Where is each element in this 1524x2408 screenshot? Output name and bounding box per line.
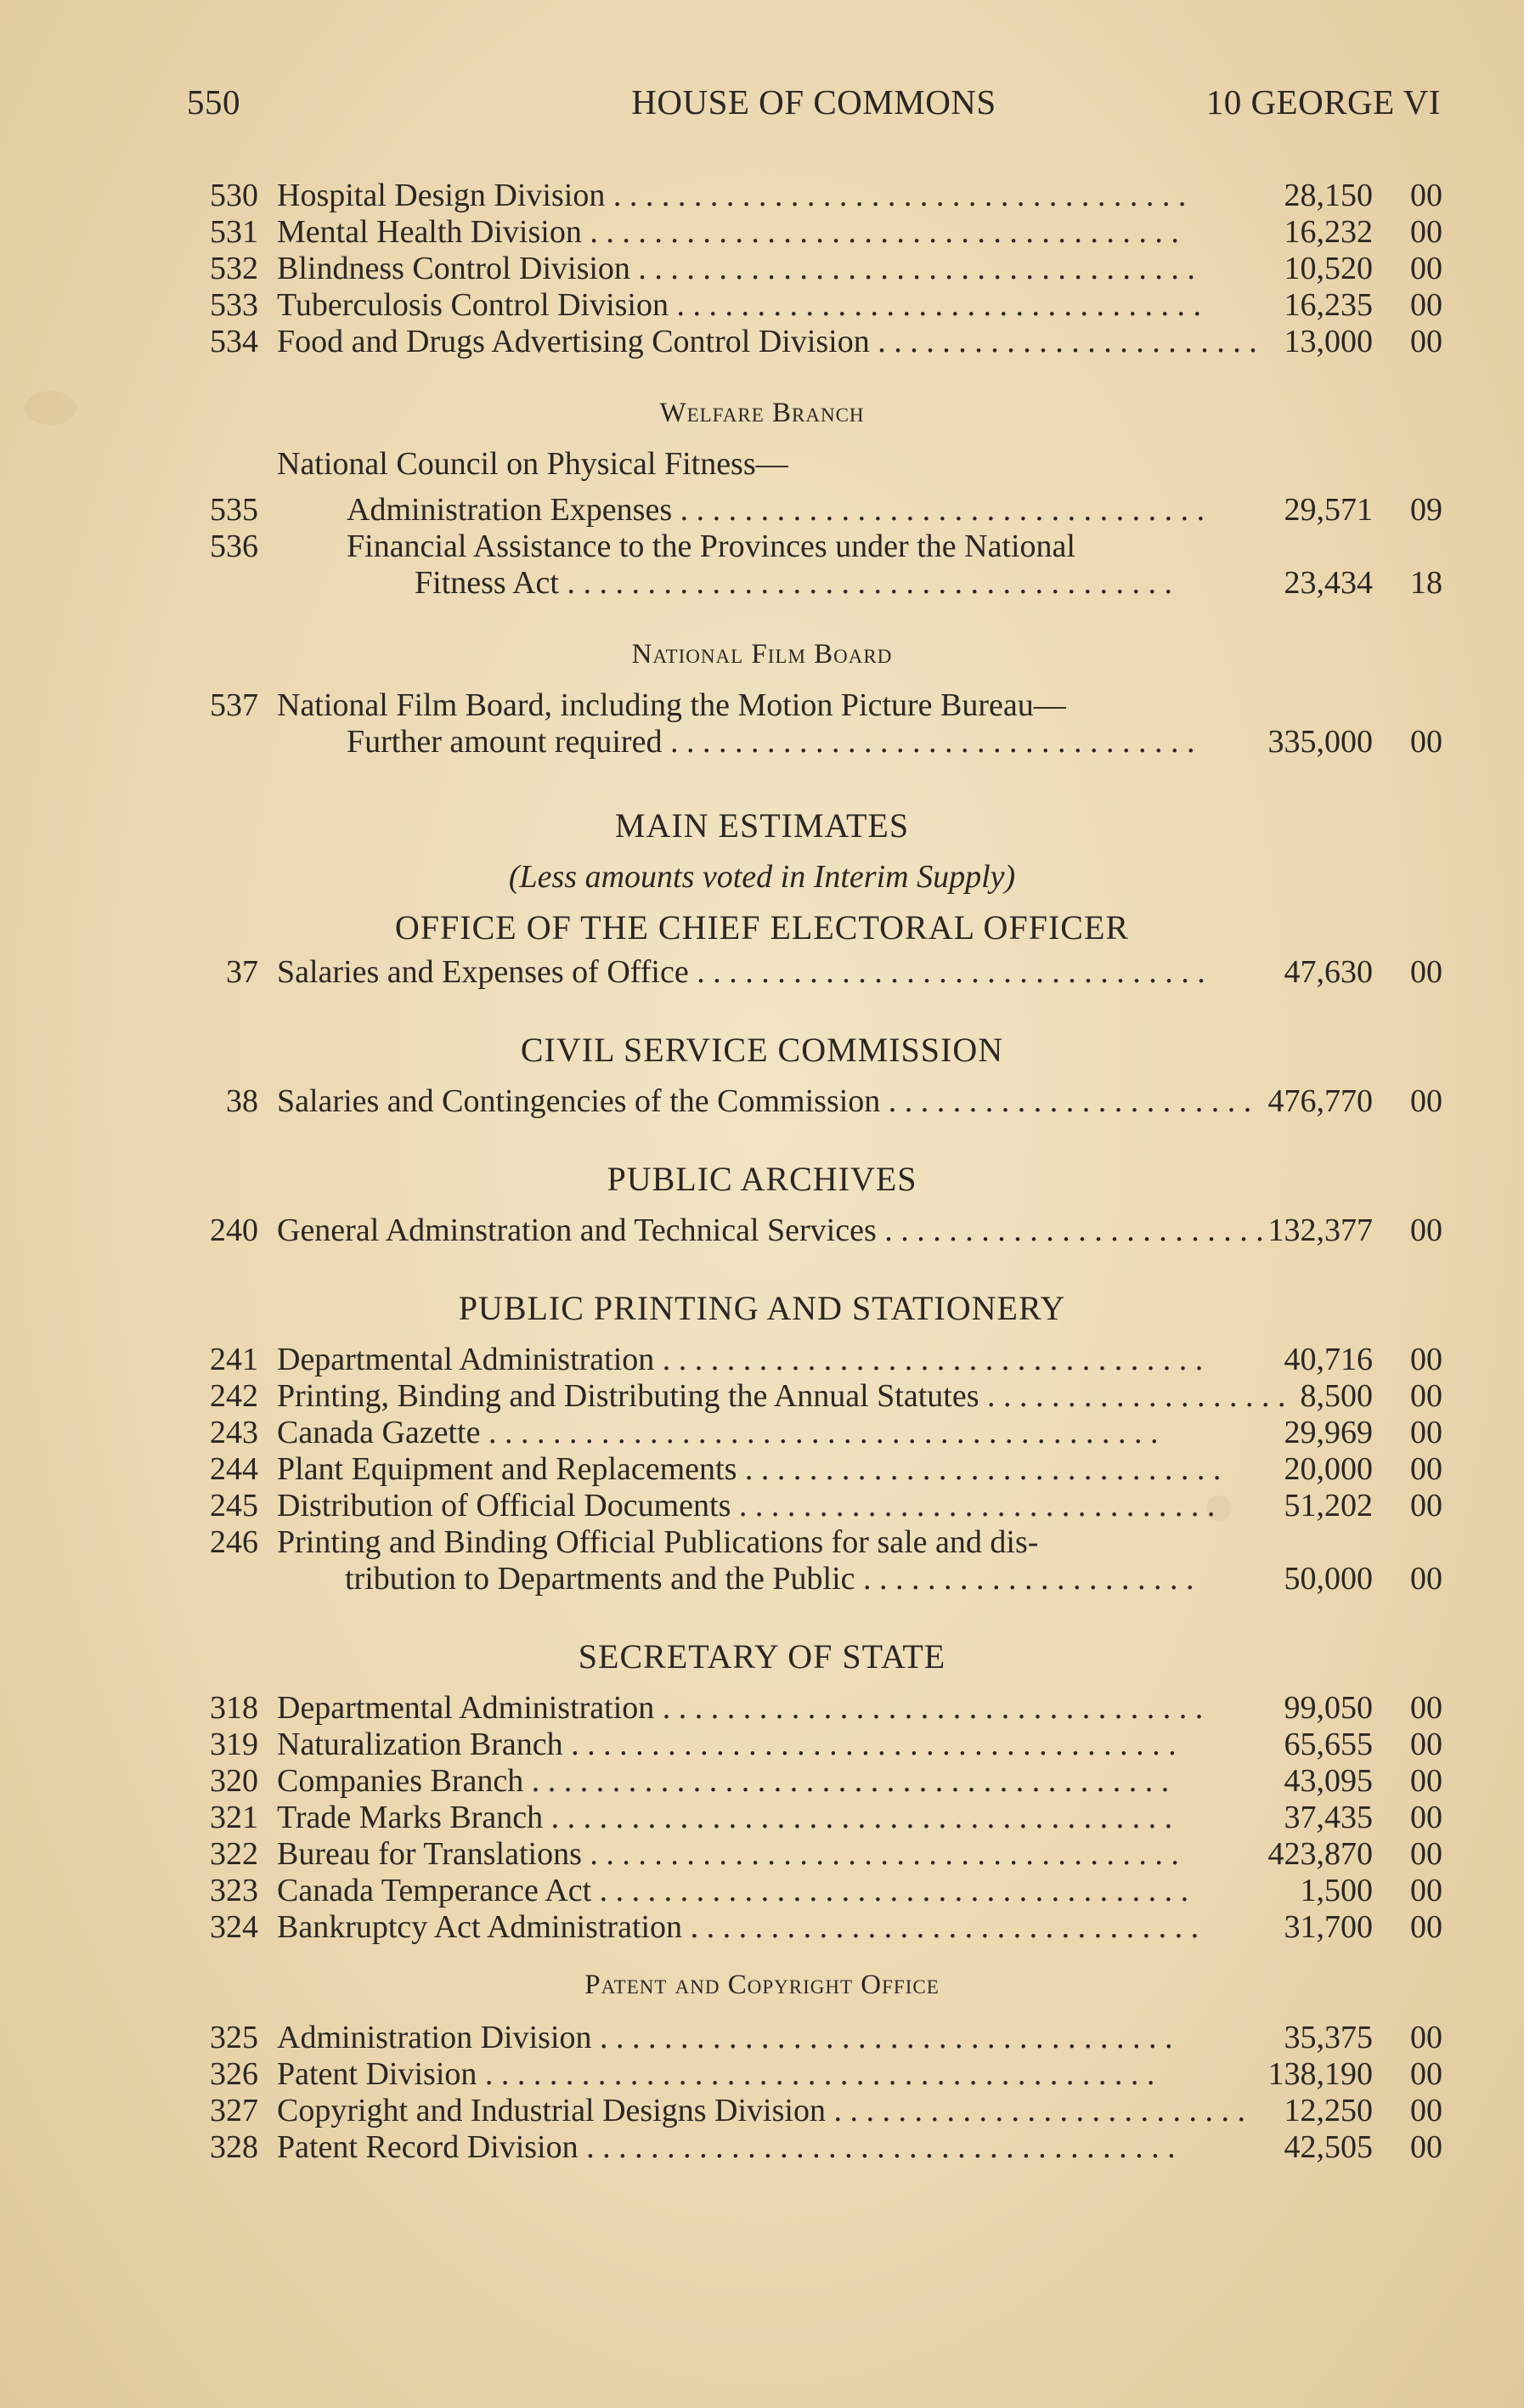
item-amount: 40,716 — [1284, 1342, 1373, 1377]
item-cents: 00 — [1410, 2056, 1442, 2092]
main-estimates-heading: MAIN ESTIMATES — [614, 806, 910, 845]
vote-number: 534 — [210, 324, 258, 359]
subsection-intro: National Council on Physical Fitness— — [277, 446, 788, 482]
vote-number: 326 — [210, 2056, 258, 2092]
line-item-continuation — [202, 1560, 1442, 1597]
item-cents: 00 — [1410, 2129, 1442, 2165]
line-item — [202, 177, 1442, 214]
section-heading-patent: Patent and Copyright Office — [584, 1970, 940, 2000]
line-item — [202, 1762, 1442, 1800]
item-description: tribution to Departments and the Public . . . . . . . . . . . . . . . . . . . . . — [345, 1561, 1194, 1597]
item-amount: 51,202 — [1284, 1488, 1373, 1523]
vote-number: 240 — [210, 1212, 258, 1248]
item-cents: 00 — [1410, 1763, 1442, 1799]
line-item — [202, 1835, 1442, 1873]
line-item — [202, 1341, 1442, 1378]
item-description-line: Printing and Binding Official Publications for sale and dis- — [277, 1524, 1039, 1560]
item-description: Salaries and Contingencies of the Commission . . . . . . . . . . . . . . . . . . . . . . . — [277, 1083, 1252, 1119]
item-amount: 13,000 — [1284, 324, 1373, 359]
item-description: Mental Health Division . . . . . . . . . . . . . . . . . . . . . . . . . . . . . . . . . . . . . — [277, 214, 1179, 250]
line-item — [202, 1799, 1442, 1836]
vote-number: 242 — [210, 1378, 258, 1414]
item-description: Hospital Design Division . . . . . . . . . . . . . . . . . . . . . . . . . . . . . . . . . . . . — [277, 178, 1187, 213]
line-item — [202, 250, 1442, 287]
item-cents: 00 — [1410, 1873, 1442, 1908]
item-cents: 09 — [1410, 492, 1442, 528]
line-item — [202, 687, 1442, 724]
item-cents: 00 — [1410, 1415, 1442, 1450]
section-heading-printing: PUBLIC PRINTING AND STATIONERY — [458, 1289, 1066, 1327]
item-cents: 00 — [1410, 1561, 1442, 1597]
vote-number: 325 — [210, 2020, 258, 2055]
item-description: Patent Record Division . . . . . . . . . . . . . . . . . . . . . . . . . . . . . . . . . . . . . — [277, 2129, 1176, 2165]
line-item — [202, 2055, 1442, 2093]
vote-number: 243 — [210, 1415, 258, 1450]
item-description: Departmental Administration . . . . . . . . . . . . . . . . . . . . . . . . . . . . . . . . . . — [277, 1342, 1204, 1377]
vote-number: 328 — [210, 2129, 258, 2165]
item-cents: 18 — [1410, 565, 1442, 601]
line-item — [202, 2092, 1442, 2129]
item-cents: 00 — [1410, 1488, 1442, 1523]
item-description: Administration Expenses . . . . . . . . . . . . . . . . . . . . . . . . . . . . . . . . . — [347, 492, 1205, 528]
item-amount: 35,375 — [1284, 2020, 1373, 2055]
line-item — [202, 1377, 1442, 1415]
vote-number: 324 — [210, 1909, 258, 1945]
item-description: Departmental Administration . . . . . . . . . . . . . . . . . . . . . . . . . . . . . . . . . . — [277, 1690, 1204, 1726]
item-description: Administration Division . . . . . . . . . . . . . . . . . . . . . . . . . . . . . . . . . . . . — [277, 2020, 1173, 2055]
item-description: Naturalization Branch . . . . . . . . . . . . . . . . . . . . . . . . . . . . . . . . . . . . . . — [277, 1727, 1177, 1762]
vote-number: 241 — [210, 1342, 258, 1377]
item-description: Copyright and Industrial Designs Division . . . . . . . . . . . . . . . . . . . . . . . . . . — [277, 2093, 1245, 2128]
item-cents: 00 — [1410, 1212, 1442, 1248]
vote-number: 532 — [210, 251, 258, 286]
item-cents: 00 — [1410, 214, 1442, 250]
item-amount: 47,630 — [1284, 954, 1373, 990]
vote-number: 246 — [210, 1524, 258, 1560]
vote-number: 244 — [210, 1451, 258, 1487]
line-item — [202, 323, 1442, 360]
item-description: Companies Branch . . . . . . . . . . . . . . . . . . . . . . . . . . . . . . . . . . . . . . . . — [277, 1763, 1170, 1799]
item-description: Salaries and Expenses of Office . . . . . . . . . . . . . . . . . . . . . . . . . . . . . . . . — [277, 954, 1205, 990]
page-title: HOUSE OF COMMONS — [631, 82, 996, 122]
item-description: Food and Drugs Advertising Control Division . . . . . . . . . . . . . . . . . . . . . . . . — [277, 324, 1257, 359]
item-description: Plant Equipment and Replacements . . . . . . . . . . . . . . . . . . . . . . . . . . . . . . — [277, 1451, 1222, 1487]
vote-number: 530 — [210, 178, 258, 213]
item-description: Tuberculosis Control Division . . . . . . . . . . . . . . . . . . . . . . . . . . . . . . . . . — [277, 287, 1201, 323]
item-description: Bankruptcy Act Administration . . . . . . . . . . . . . . . . . . . . . . . . . . . . . . . . — [277, 1909, 1199, 1945]
item-amount: 43,095 — [1284, 1763, 1373, 1799]
item-cents: 00 — [1410, 2093, 1442, 2128]
line-item — [202, 286, 1442, 324]
line-item — [202, 1908, 1442, 1946]
vote-number: 245 — [210, 1488, 258, 1523]
section-heading-electoral: OFFICE OF THE CHIEF ELECTORAL OFFICER — [394, 908, 1130, 947]
item-amount: 50,000 — [1284, 1561, 1373, 1597]
vote-number: 536 — [210, 529, 258, 564]
main-estimates-subheading: (Less amounts voted in Interim Supply) — [508, 859, 1016, 895]
section-heading-archives: PUBLIC ARCHIVES — [607, 1160, 917, 1198]
item-description-line: Financial Assistance to the Provinces under the National — [347, 529, 1075, 564]
item-amount: 12,250 — [1284, 2093, 1373, 2128]
vote-number: 321 — [210, 1800, 258, 1835]
item-cents: 00 — [1410, 954, 1442, 990]
vote-number: 318 — [210, 1690, 258, 1726]
section-heading-film-board: National Film Board — [631, 639, 893, 670]
item-description: Trade Marks Branch . . . . . . . . . . . . . . . . . . . . . . . . . . . . . . . . . . . . . . . — [277, 1800, 1173, 1835]
item-amount: 335,000 — [1267, 724, 1373, 760]
line-item — [202, 1082, 1442, 1120]
line-item — [202, 1689, 1442, 1727]
line-item-continuation — [202, 564, 1442, 602]
item-amount: 65,655 — [1284, 1727, 1373, 1762]
item-amount: 132,377 — [1267, 1212, 1373, 1248]
item-amount: 29,571 — [1284, 492, 1373, 528]
item-amount: 423,870 — [1267, 1836, 1373, 1872]
item-amount: 23,434 — [1284, 565, 1373, 601]
item-amount: 10,520 — [1284, 251, 1373, 286]
item-cents: 00 — [1410, 724, 1442, 760]
item-amount: 8,500 — [1300, 1378, 1373, 1414]
item-cents: 00 — [1410, 1690, 1442, 1726]
item-amount: 99,050 — [1284, 1690, 1373, 1726]
regnal-year: 10 GEORGE VI — [1205, 82, 1441, 122]
line-item — [202, 1487, 1442, 1524]
line-item — [202, 1523, 1442, 1561]
item-cents: 00 — [1410, 287, 1442, 323]
item-description: Fitness Act . . . . . . . . . . . . . . . . . . . . . . . . . . . . . . . . . . . . . . — [415, 565, 1172, 601]
vote-number: 323 — [210, 1873, 258, 1908]
item-amount: 16,232 — [1284, 214, 1373, 250]
item-amount: 20,000 — [1284, 1451, 1373, 1487]
item-amount: 37,435 — [1284, 1800, 1373, 1835]
item-cents: 00 — [1410, 1342, 1442, 1377]
line-item-continuation — [202, 723, 1442, 760]
page-number: 550 — [187, 82, 240, 122]
line-item — [202, 1450, 1442, 1488]
item-amount: 1,500 — [1300, 1873, 1373, 1908]
line-item — [202, 528, 1442, 565]
vote-number: 320 — [210, 1763, 258, 1799]
vote-number: 322 — [210, 1836, 258, 1872]
line-item — [202, 1414, 1442, 1451]
vote-number: 37 — [226, 954, 258, 990]
section-heading-secretary: SECRETARY OF STATE — [578, 1637, 946, 1676]
item-cents: 00 — [1410, 1909, 1442, 1945]
item-amount: 31,700 — [1284, 1909, 1373, 1945]
section-heading-civil-service: CIVIL SERVICE COMMISSION — [520, 1031, 1004, 1069]
line-item — [202, 953, 1442, 991]
item-cents: 00 — [1410, 1083, 1442, 1119]
line-item — [202, 2128, 1442, 2166]
item-description: Blindness Control Division . . . . . . . . . . . . . . . . . . . . . . . . . . . . . . . . . . . — [277, 251, 1195, 286]
line-item — [202, 1212, 1442, 1249]
item-description: Further amount required . . . . . . . . . . . . . . . . . . . . . . . . . . . . . . . . . — [347, 724, 1195, 760]
line-item — [202, 2019, 1442, 2056]
section-heading-welfare: Welfare Branch — [659, 398, 865, 428]
line-item — [202, 1872, 1442, 1909]
item-cents: 00 — [1410, 251, 1442, 286]
item-cents: 00 — [1410, 1378, 1442, 1414]
vote-number: 38 — [226, 1083, 258, 1119]
item-cents: 00 — [1410, 324, 1442, 359]
item-description: Canada Gazette . . . . . . . . . . . . . . . . . . . . . . . . . . . . . . . . . . . . . . . . . . — [277, 1415, 1159, 1450]
item-description-line: National Film Board, including the Motion Picture Bureau— — [277, 687, 1066, 723]
line-item — [202, 1726, 1442, 1763]
vote-number: 537 — [210, 687, 258, 723]
vote-number: 531 — [210, 214, 258, 250]
item-description: General Adminstration and Technical Services . . . . . . . . . . . . . . . . . . . . . . . . — [277, 1212, 1264, 1248]
vote-number: 533 — [210, 287, 258, 323]
line-item — [202, 213, 1442, 251]
item-description: Distribution of Official Documents . . . . . . . . . . . . . . . . . . . . . . . . . . . . . . — [277, 1488, 1216, 1523]
item-amount: 476,770 — [1267, 1083, 1373, 1119]
item-cents: 00 — [1410, 1800, 1442, 1835]
item-cents: 00 — [1410, 178, 1442, 213]
vote-number: 535 — [210, 492, 258, 528]
item-description: Patent Division . . . . . . . . . . . . . . . . . . . . . . . . . . . . . . . . . . . . . . . . . . — [277, 2056, 1155, 2092]
item-cents: 00 — [1410, 2020, 1442, 2055]
item-cents: 00 — [1410, 1836, 1442, 1872]
item-amount: 28,150 — [1284, 178, 1373, 213]
item-amount: 16,235 — [1284, 287, 1373, 323]
item-cents: 00 — [1410, 1727, 1442, 1762]
line-item — [202, 491, 1442, 529]
item-amount: 138,190 — [1267, 2056, 1373, 2092]
item-description: Printing, Binding and Distributing the Annual Statutes . . . . . . . . . . . . . . . . . . . — [277, 1378, 1286, 1414]
item-description: Bureau for Translations . . . . . . . . . . . . . . . . . . . . . . . . . . . . . . . . . . . . . — [277, 1836, 1179, 1872]
vote-number: 319 — [210, 1727, 258, 1762]
item-amount: 29,969 — [1284, 1415, 1373, 1450]
item-cents: 00 — [1410, 1451, 1442, 1487]
page-header — [187, 82, 1441, 129]
vote-number: 327 — [210, 2093, 258, 2128]
item-amount: 42,505 — [1284, 2129, 1373, 2165]
item-description: Canada Temperance Act . . . . . . . . . . . . . . . . . . . . . . . . . . . . . . . . . . . . . — [277, 1873, 1189, 1908]
